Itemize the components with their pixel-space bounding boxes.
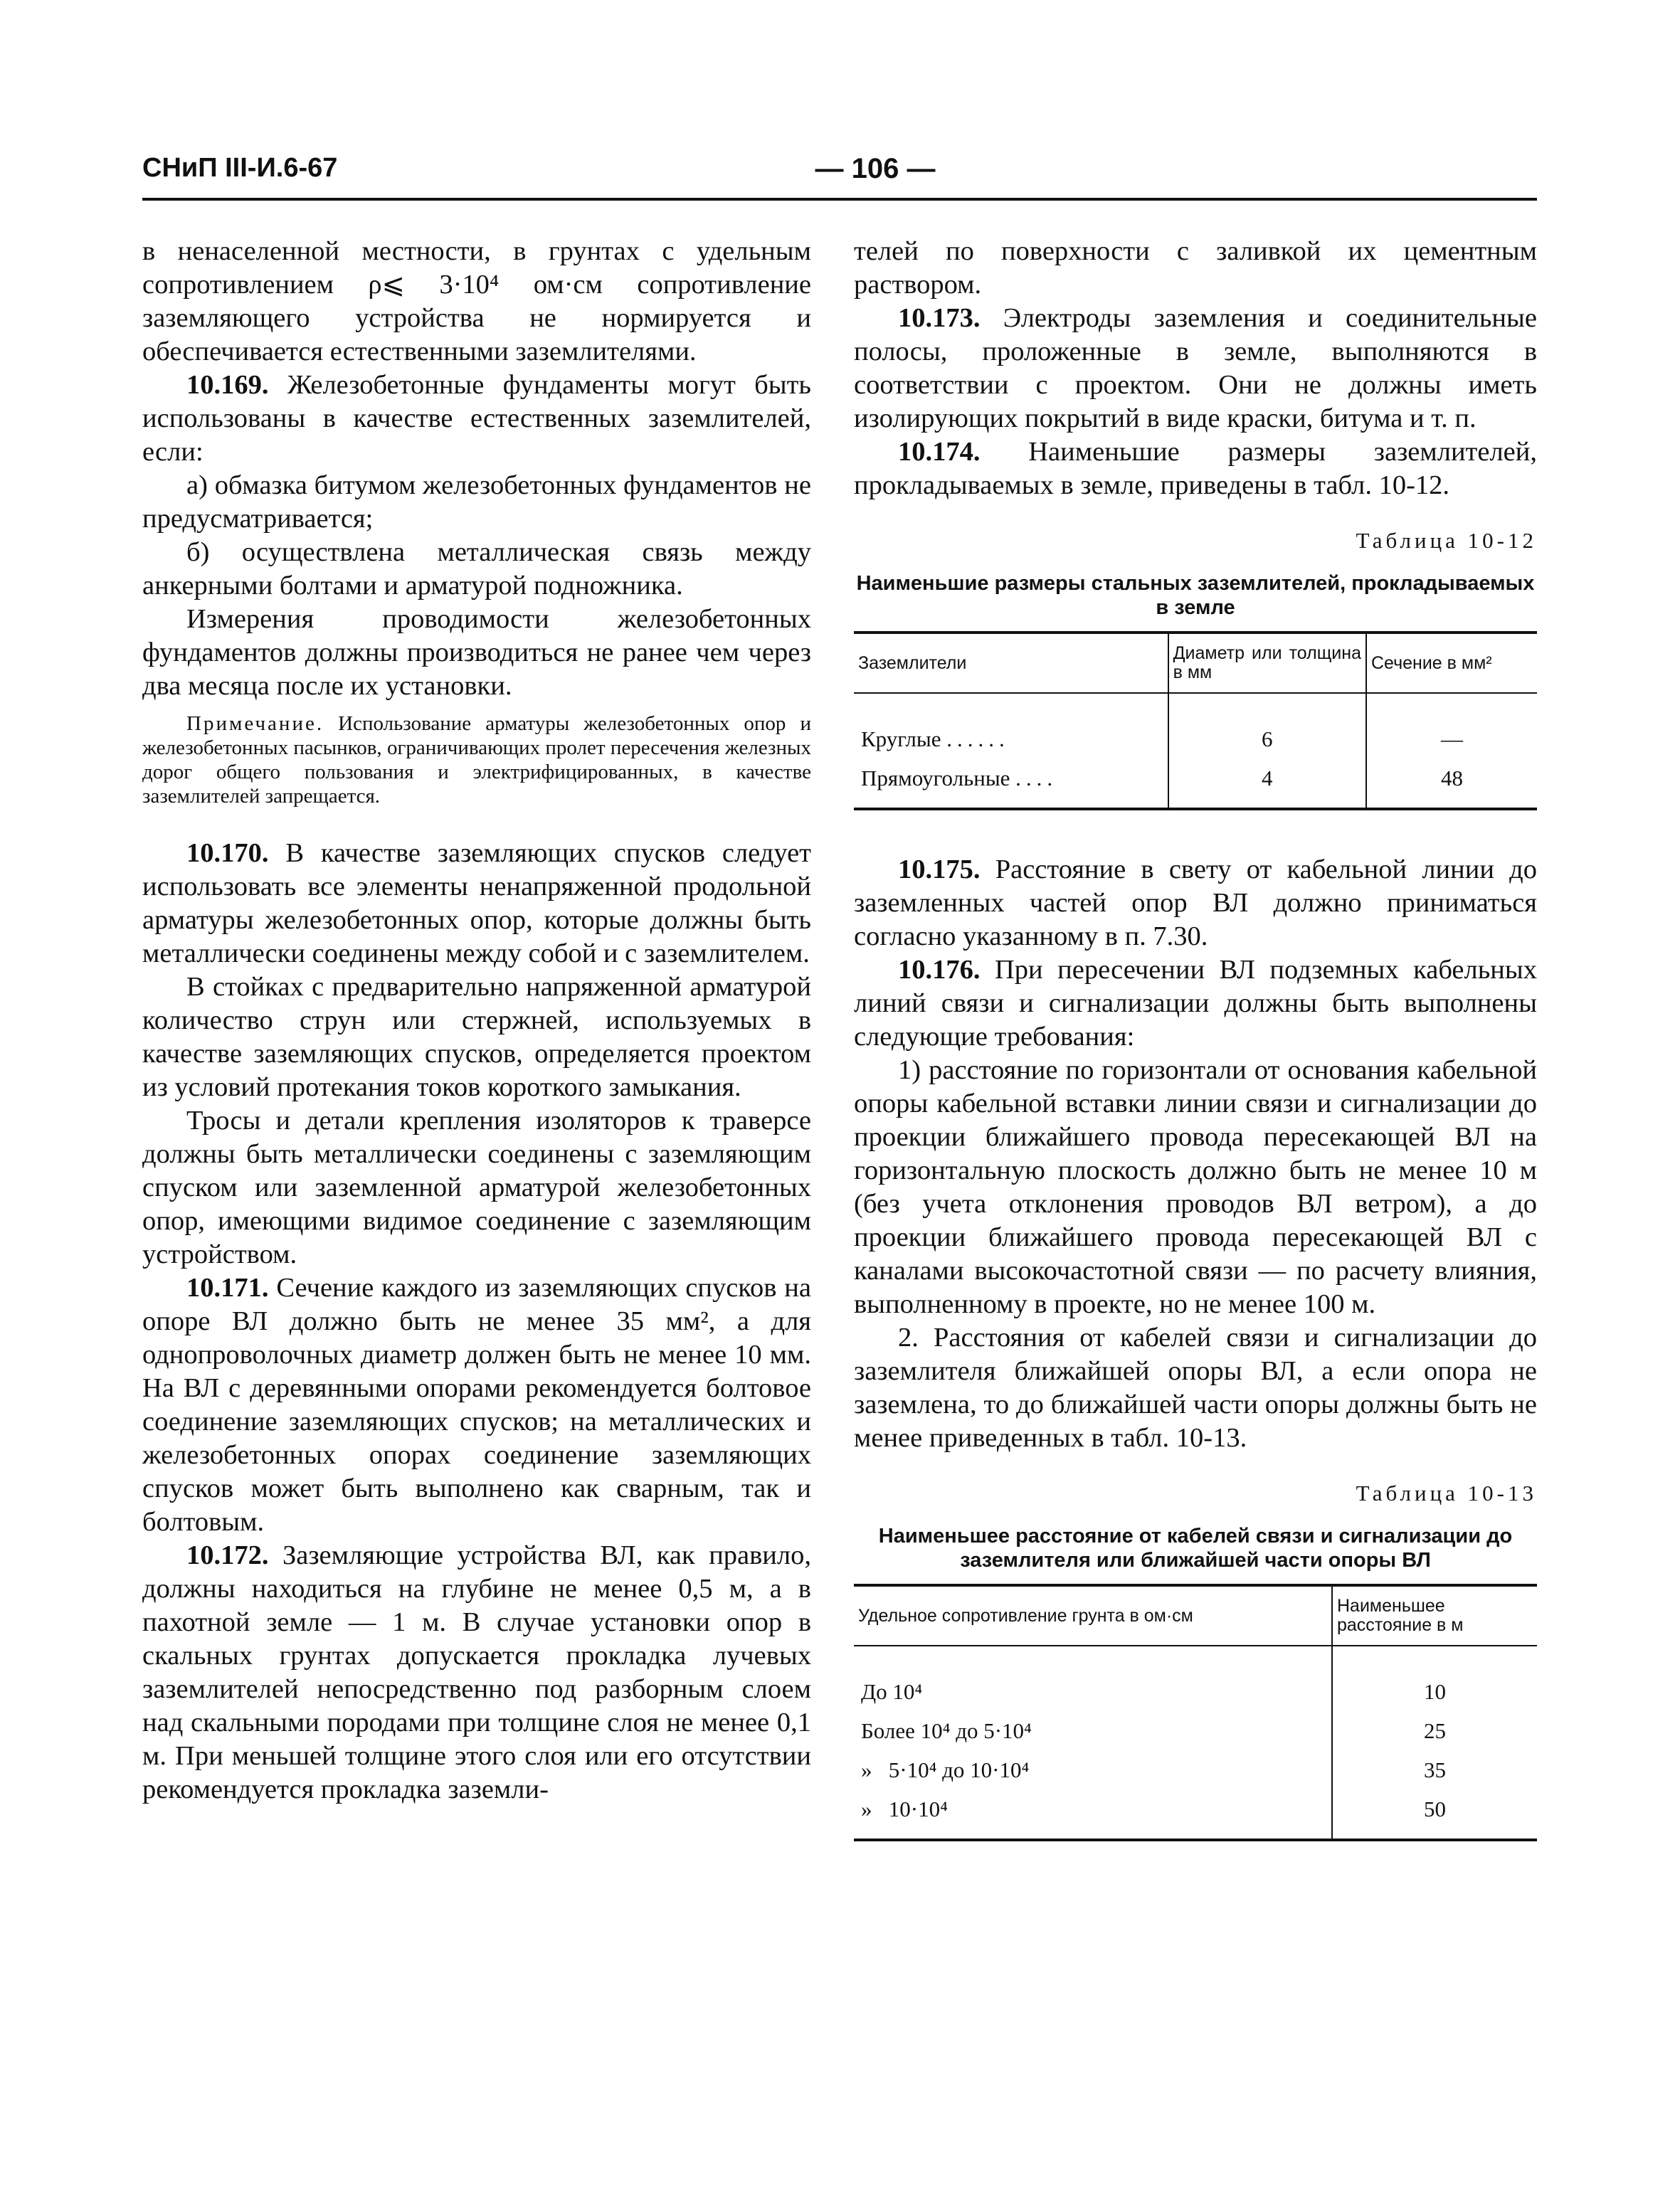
- page-number: — 106 —: [815, 153, 936, 184]
- table-cell: » 5·10⁴ до 10·10⁴: [861, 1757, 1030, 1782]
- left-column: [142, 235, 811, 1806]
- section-10-170: [142, 837, 811, 970]
- section-number: 10.171.: [186, 1273, 269, 1303]
- table-caption: Наименьшие размеры стальных заземлителей, прокладываемых в земле: [856, 572, 1535, 619]
- paragraph: в ненаселенной местности, в грунтах с удельным сопротивлением ρ⩽ 3·10⁴ ом·см сопротивление заземляющего устройства не нормируется и обеспечивается естественными заземлителями.: [142, 236, 811, 366]
- table-caption: Наименьшее расстояние от кабелей связи и сигнализации до заземлителя или ближайшей части опоры ВЛ: [878, 1525, 1513, 1572]
- section-text: Железобетонные фундаменты могут быть использованы в качестве естественных заземлителей, если:: [142, 370, 811, 467]
- section-number: 10.174.: [898, 437, 981, 467]
- table-cell: Круглые ......: [861, 726, 1010, 751]
- section-10-176: [854, 953, 1537, 1054]
- paragraph: Измерения проводимости железобетонных фундаментов должны производиться не ранее чем через два месяца после их установки.: [142, 604, 811, 701]
- table-header: Диаметр или толщина в мм: [1168, 633, 1366, 693]
- list-item-b: б) осуществлена металлическая связь между анкерными болтами и арматурой подножника.: [142, 537, 811, 601]
- section-text: Расстояние в свету от кабельной линии до заземленных частей опор ВЛ должно приниматься согласно указанному в п. 7.30.: [854, 855, 1537, 951]
- table-header: Удельное сопротивление грунта в ом·см: [854, 1585, 1332, 1646]
- table-cell: 25: [1332, 1711, 1537, 1750]
- table-row: [854, 1789, 1537, 1840]
- table-label: Таблица 10-13: [1356, 1481, 1537, 1506]
- right-column: [854, 235, 1537, 1841]
- table-row: [854, 1672, 1537, 1711]
- section-text: Наименьшие размеры заземлителей, прокладываемых в земле, приведены в табл. 10-12.: [854, 437, 1537, 500]
- table-row: [854, 1750, 1537, 1789]
- table-cell: » 10·10⁴: [861, 1797, 948, 1821]
- section-10-173: [854, 302, 1537, 435]
- table-10-13: [854, 1584, 1537, 1841]
- section-text: В качестве заземляющих спусков следует использовать все элементы ненапряженной продольной арматуры железобетонных опор, которые должны быть металлически соединены между собой и с заземлителем.: [142, 838, 811, 968]
- note: [142, 711, 811, 808]
- table-label: Таблица 10-12: [1356, 528, 1537, 553]
- table-row: [854, 719, 1537, 758]
- section-number: 10.176.: [898, 955, 981, 985]
- table-header: Заземлители: [854, 633, 1168, 693]
- list-item-a: а) обмазка битумом железобетонных фундаментов не предусматривается;: [142, 470, 811, 534]
- table-header: Наименьшее расстояние в м: [1332, 1585, 1537, 1646]
- paragraph: В стойках с предварительно напряженной арматурой количество струн или стержней, используемых в качестве заземляющих спусков, определяется проектом из условий протекания токов короткого замыкания.: [142, 972, 811, 1102]
- table-cell: 6: [1168, 719, 1366, 758]
- list-item-1: 1) расстояние по горизонтали от основания кабельной опоры кабельной вставки линии связи и сигнализации до проекции ближайшего провода пересекающей ВЛ на горизонтальную плоскость должно быть не менее 10 м (без учета отклонения проводов ВЛ ветром), а до проекции ближайшего провода пересекающей ВЛ с каналами высокочастотной связи — по расчету влияния, выполненному в проекте, но не менее 100 м.: [854, 1055, 1537, 1319]
- table-row: [854, 1711, 1537, 1750]
- paragraph: Тросы и детали крепления изоляторов к траверсе должны быть металлически соединены с заземляющим спуском или заземленной арматурой железобетонных опор, имеющими видимое соединение с заземляющим устройством.: [142, 1106, 811, 1269]
- note-text: Использование арматуры железобетонных опор и железобетонных пасынков, ограничивающих пролет пересечения железных дорог общего пользования и электрифицированных, в качестве заземлителей запрещается.: [142, 712, 811, 808]
- table-cell: 35: [1332, 1750, 1537, 1789]
- section-number: 10.170.: [186, 838, 269, 868]
- table-header: Сечение в мм²: [1366, 633, 1537, 693]
- section-text: Электроды заземления и соединительные полосы, проложенные в земле, выполняются в соответствии с проектом. Они не должны иметь изолирующих покрытий в виде краски, битума и т. п.: [854, 303, 1537, 433]
- header-rule: [142, 198, 1537, 201]
- table-cell: 10: [1332, 1672, 1537, 1711]
- page-header: [142, 153, 1537, 196]
- paragraph: телей по поверхности с заливкой их цементным раствором.: [854, 236, 1537, 300]
- list-item-2: 2. Расстояния от кабелей связи и сигнализации до заземлителя ближайшей опоры ВЛ, а если опора не заземлена, то до ближайшей части опоры должны быть не менее приведенных в табл. 10-13.: [854, 1323, 1537, 1453]
- section-10-174: [854, 435, 1537, 502]
- table-cell: —: [1366, 719, 1537, 758]
- table-cell: Прямоугольные ....: [861, 766, 1058, 790]
- table-cell: 50: [1332, 1789, 1537, 1840]
- section-number: 10.172.: [186, 1540, 269, 1570]
- section-text: Сечение каждого из заземляющих спусков на опоре ВЛ должно быть не менее 35 мм², а для однопроволочных диаметр должен быть не менее 10 мм. На ВЛ с деревянными опорами рекомендуется болтовое соединение заземляющих спусков; на металлических и железобетонных опорах соединение заземляющих спусков может быть выполнено как сварным, так и болтовым.: [142, 1273, 811, 1537]
- note-label: Примечание.: [186, 712, 324, 735]
- document-code: СНиП III-И.6-67: [142, 153, 338, 183]
- section-number: 10.169.: [186, 370, 269, 400]
- table-cell: Более 10⁴ до 5·10⁴: [861, 1718, 1032, 1743]
- section-10-171: [142, 1271, 811, 1539]
- section-number: 10.175.: [898, 855, 981, 884]
- table-10-12: [854, 631, 1537, 810]
- section-10-169: [142, 369, 811, 469]
- table-cell: 48: [1366, 758, 1537, 809]
- table-cell: До 10⁴: [861, 1679, 923, 1704]
- section-number: 10.173.: [898, 303, 981, 333]
- section-text: Заземляющие устройства ВЛ, как правило, должны находиться на глубине не менее 0,5 м, а в пахотной земле — 1 м. В случае установки опор в скальных грунтах допускается прокладка лучевых заземлителей непосредственно под разборным слоем над скальными породами при толщине слоя не менее 0,1 м. При меньшей толщине этого слоя или его отсутствии рекомендуется прокладка заземли-: [142, 1540, 811, 1804]
- section-text: При пересечении ВЛ подземных кабельных линий связи и сигнализации должны быть выполнены следующие требования:: [854, 955, 1537, 1052]
- section-10-172: [142, 1539, 811, 1806]
- section-10-175: [854, 853, 1537, 953]
- table-row: [854, 758, 1537, 809]
- table-cell: 4: [1168, 758, 1366, 809]
